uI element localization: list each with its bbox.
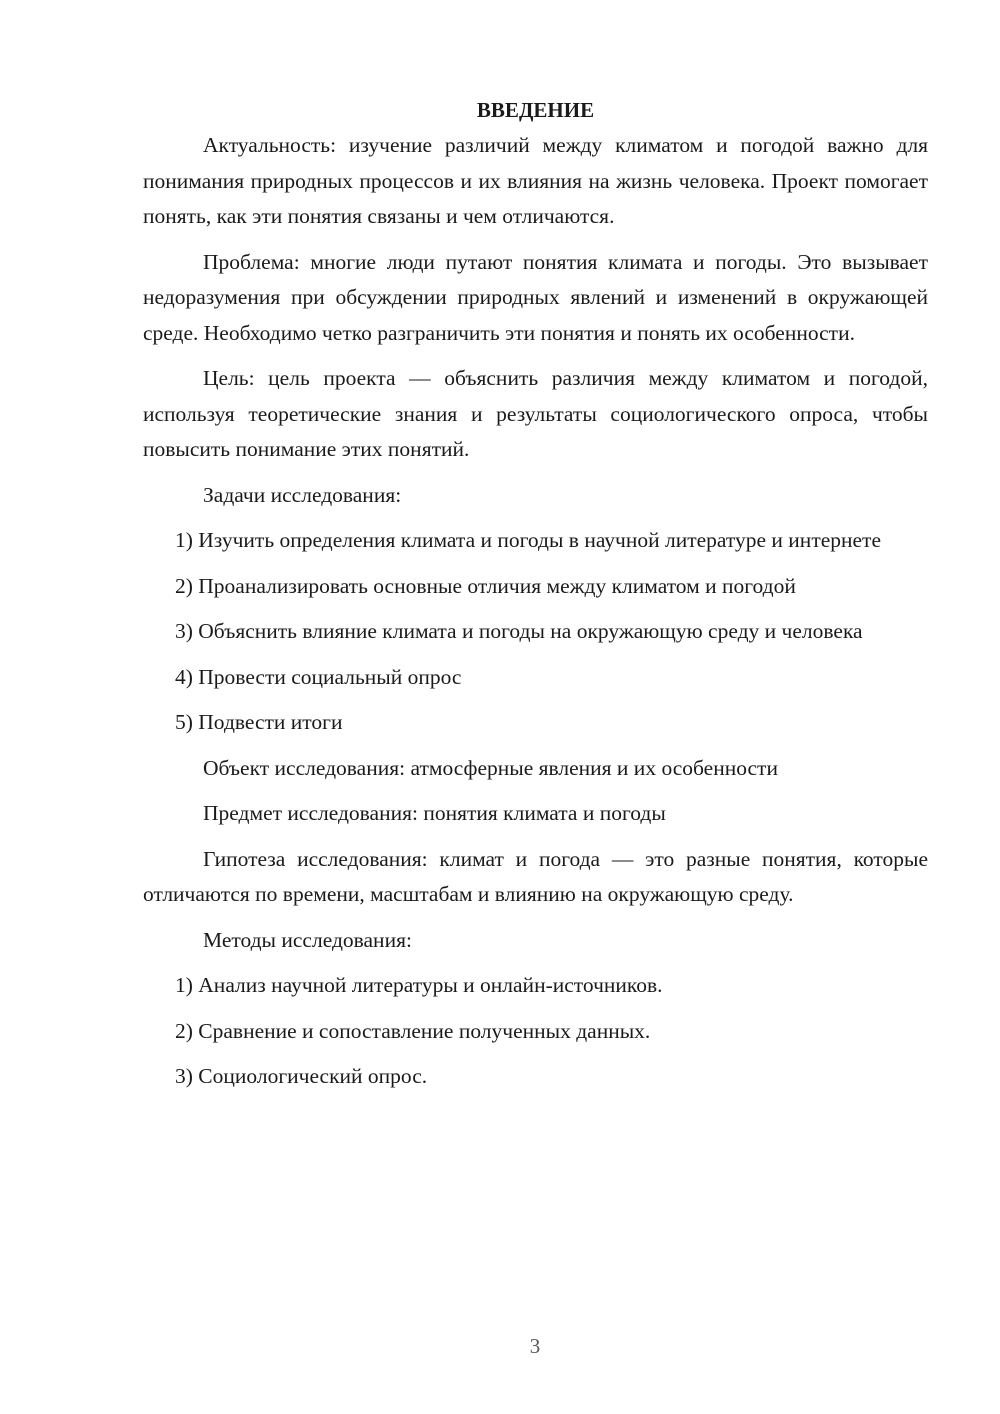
method-item: 1) Анализ научной литературы и онлайн-источников. — [175, 973, 663, 997]
method-item: 2) Сравнение и сопоставление полученных данных. — [175, 1018, 651, 1043]
section-title: ВВЕДЕНИЕ — [476, 98, 595, 122]
task-item: 3) Объяснить влияние климата и погоды на окружающую среду и человека — [175, 619, 863, 643]
page-number: 3 — [529, 1334, 541, 1358]
paragraph-relevance: Актуальность: изучение различий между климатом и погодой важно для понимания природных процессов и их влияния на жизнь человека. Проект помогает понять, как эти понятия связаны и чем отличаются. — [143, 133, 928, 228]
methods-heading: Методы исследования: — [203, 927, 412, 952]
tasks-heading: Задачи исследования: — [203, 482, 402, 507]
task-item: 2) Проанализировать основные отличия между климатом и погодой — [175, 573, 796, 598]
task-item: 1) Изучить определения климата и погоды в научной литературе и интернете — [175, 528, 881, 552]
paragraph-subject: Предмет исследования: понятия климата и погоды — [203, 801, 666, 825]
paragraph-goal: Цель: цель проекта — объяснить различия между климатом и погодой, используя теоретические знания и результаты социологического опроса, чтобы повысить понимание этих понятий. — [143, 366, 928, 461]
paragraph-problem: Проблема: многие люди путают понятия климата и погоды. Это вызывает недоразумения при обсуждении природных явлений и изменений в окружающей среде. Необходимо четко разграничить эти понятия и понять их особенности. — [143, 249, 928, 345]
paragraph-object: Объект исследования: атмосферные явления и их особенности — [203, 755, 778, 780]
page-content — [143, 92, 928, 1095]
task-item: 5) Подвести итоги — [175, 710, 343, 734]
method-item: 3) Социологический опрос. — [175, 1064, 428, 1088]
task-item: 4) Провести социальный опрос — [175, 664, 462, 689]
paragraph-hypothesis: Гипотеза исследования: климат и погода — это разные понятия, которые отличаются по времени, масштабам и влиянию на окружающую среду. — [143, 846, 928, 906]
